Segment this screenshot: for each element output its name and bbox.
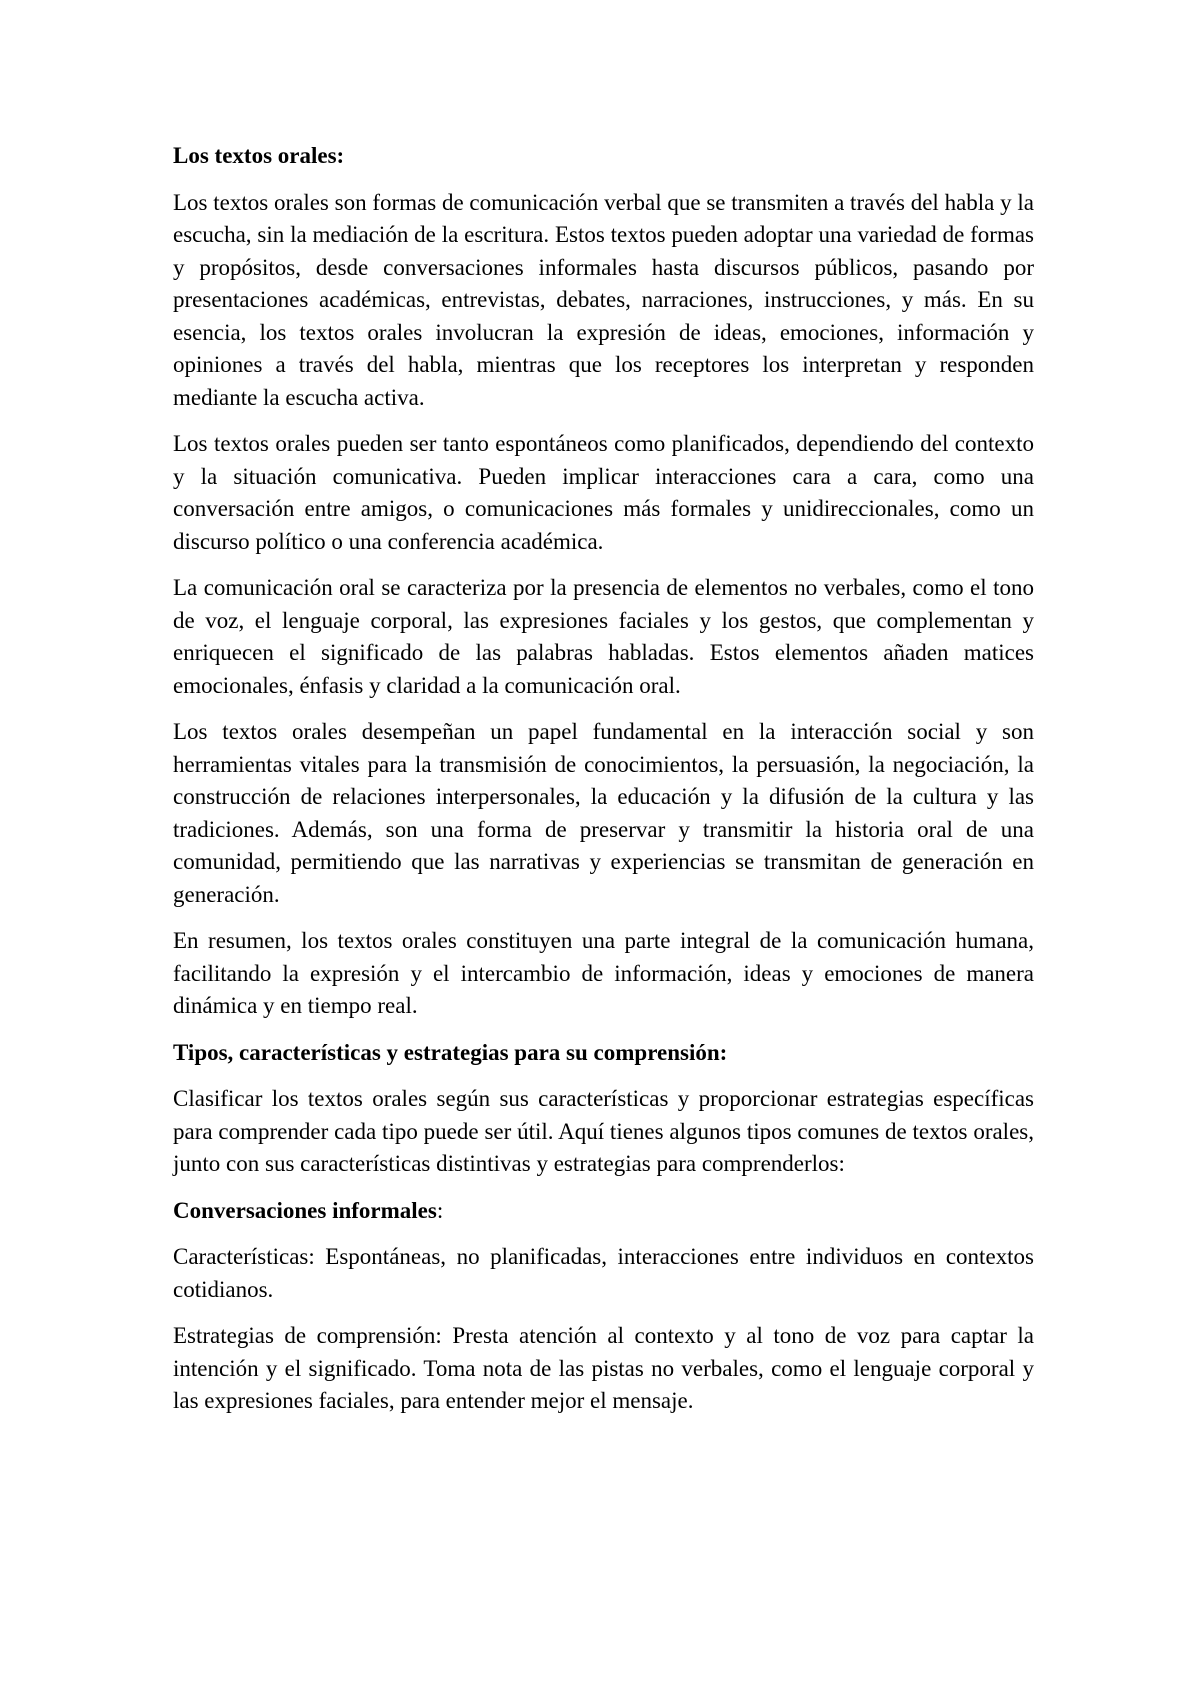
paragraph-definition: Los textos orales son formas de comunicación verbal que se transmiten a través del habla y la escucha, sin la mediación de la escritura. Estos textos pueden adoptar una variedad de formas y propósitos, desde conversaciones informales hasta discursos públicos, pasando por presentaciones académicas, entrevistas, debates, narraciones, instrucciones, y más. En su esencia, los textos orales involucran la expresión de ideas, emociones, información y opiniones a través del habla, mientras que los receptores los interpretan y responden mediante la escucha activa.	[173, 189, 1034, 410]
document-page	[173, 140, 1034, 1432]
paragraph-nonverbal-elements: La comunicación oral se caracteriza por la presencia de elementos no verbales, como el tono de voz, el lenguaje corporal, las expresiones faciales y los gestos, que complementan y enriquecen el significado de las palabras habladas. Estos elementos añaden matices emocionales, énfasis y claridad a la comunicación oral.	[173, 575, 1034, 698]
subsection-heading	[173, 1195, 1034, 1228]
subsection-heading-text: Conversaciones informales	[173, 1197, 437, 1223]
paragraph-spontaneous-planned: Los textos orales pueden ser tanto espontáneos como planificados, dependiendo del contexto y la situación comunicativa. Pueden implicar interacciones cara a cara, como una conversación entre amigos, o comunicaciones más formales y unidireccionales, como un discurso político o una conferencia académica.	[173, 431, 1034, 554]
subsection-characteristics: Características: Espontáneas, no planificadas, interacciones entre individuos en contextos cotidianos.	[173, 1244, 1034, 1302]
paragraph-summary: En resumen, los textos orales constituyen una parte integral de la comunicación humana, facilitando la expresión y el intercambio de información, ideas y emociones de manera dinámica y en tiempo real.	[173, 928, 1034, 1018]
section-intro: Clasificar los textos orales según sus características y proporcionar estrategias específicas para comprender cada tipo puede ser útil. Aquí tienes algunos tipos comunes de textos orales, junto con sus características distintivas y estrategias para comprenderlos:	[173, 1086, 1034, 1176]
section-heading: Tipos, características y estrategias para su comprensión:	[173, 1039, 728, 1065]
paragraph-social-role: Los textos orales desempeñan un papel fundamental en la interacción social y son herramientas vitales para la transmisión de conocimientos, la persuasión, la negociación, la construcción de relaciones interpersonales, la educación y la difusión de la cultura y las tradiciones. Además, son una forma de preservar y transmitir la historia oral de una comunidad, permitiendo que las narrativas y experiencias se transmitan de generación en generación.	[173, 719, 1034, 907]
subsection-heading-colon: :	[436, 1197, 444, 1223]
document-title: Los textos orales:	[173, 143, 345, 168]
subsection-strategies: Estrategias de comprensión: Presta atención al contexto y al tono de voz para captar la intención y el significado. Toma nota de las pistas no verbales, como el lenguaje corporal y las expresiones faciales, para entender mejor el mensaje.	[173, 1323, 1034, 1413]
